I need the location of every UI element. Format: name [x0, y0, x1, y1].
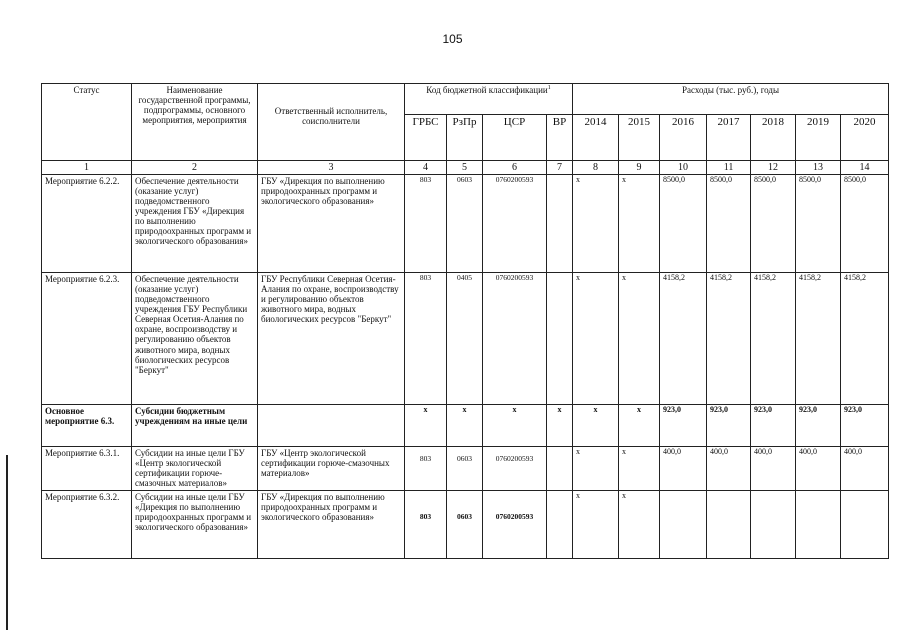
table-row [42, 491, 889, 559]
row-rzpr: 0603 [447, 491, 483, 559]
row-value: x [619, 491, 660, 559]
column-number: 1 [42, 161, 132, 175]
row-vr: x [547, 405, 573, 447]
header-rzpr: РзПр [447, 115, 483, 161]
row-vr [547, 491, 573, 559]
row-value: 8500,0 [841, 175, 889, 273]
table-row [42, 405, 889, 447]
row-name: Обеспечение деятельности (оказание услуг) подведомственного учреждения ГБУ Республики Северная Осетия-Алания по охране, воспроизводству и регулированию объектов животного мира, водных биологических ресурсов "Беркут" [132, 273, 258, 405]
header-year: 2015 [619, 115, 660, 161]
row-responsible: ГБУ «Центр экологической сертификации горюче-смазочных материалов» [258, 447, 405, 491]
row-status: Мероприятие 6.3.1. [42, 447, 132, 491]
header-budget-code: Код бюджетной классификации$^1$ [405, 84, 573, 115]
column-number: 4 [405, 161, 447, 175]
header-csr: ЦСР [483, 115, 547, 161]
row-value: x [619, 405, 660, 447]
row-grbs: 803 [405, 175, 447, 273]
row-value: x [573, 175, 619, 273]
column-number: 9 [619, 161, 660, 175]
header-year: 2017 [707, 115, 751, 161]
column-number: 10 [660, 161, 707, 175]
row-value: 923,0 [660, 405, 707, 447]
page-number: 105 [442, 32, 463, 46]
header-expenses: Расходы (тыс. руб.), годы [573, 84, 889, 115]
column-number: 11 [707, 161, 751, 175]
row-csr: x [483, 405, 547, 447]
row-grbs: x [405, 405, 447, 447]
row-value [751, 491, 796, 559]
row-status: Основное мероприятие 6.3. [42, 405, 132, 447]
row-vr [547, 273, 573, 405]
column-number: 3 [258, 161, 405, 175]
header-year: 2019 [796, 115, 841, 161]
column-number-row [42, 161, 889, 175]
row-value: 400,0 [660, 447, 707, 491]
row-value: x [619, 447, 660, 491]
row-responsible: ГБУ «Дирекция по выполнению природоохранных программ и экологического образования» [258, 175, 405, 273]
row-value: 8500,0 [660, 175, 707, 273]
header-year: 2016 [660, 115, 707, 161]
column-number: 12 [751, 161, 796, 175]
row-rzpr: 0405 [447, 273, 483, 405]
row-name: Обеспечение деятельности (оказание услуг) подведомственного учреждения ГБУ «Дирекция по выполнению природоохранных программ и экологического образования» [132, 175, 258, 273]
margin-mark [6, 455, 8, 630]
row-value: 400,0 [841, 447, 889, 491]
row-value: 8500,0 [751, 175, 796, 273]
header-year: 2014 [573, 115, 619, 161]
row-value: 923,0 [796, 405, 841, 447]
row-value: x [573, 447, 619, 491]
row-value: x [573, 405, 619, 447]
table-row [42, 447, 889, 491]
header-status: Статус [42, 84, 132, 161]
header-responsible: Ответственный исполнитель, соисполнители [258, 84, 405, 161]
row-csr: 0760200593 [483, 447, 547, 491]
table-row [42, 175, 889, 273]
row-responsible [258, 405, 405, 447]
column-number: 7 [547, 161, 573, 175]
row-name: Субсидии бюджетным учреждениям на иные цели [132, 405, 258, 447]
row-status: Мероприятие 6.2.3. [42, 273, 132, 405]
column-number: 5 [447, 161, 483, 175]
row-value: x [573, 491, 619, 559]
row-vr [547, 175, 573, 273]
column-number: 8 [573, 161, 619, 175]
row-value: 4158,2 [751, 273, 796, 405]
row-value: 4158,2 [841, 273, 889, 405]
row-value: 8500,0 [707, 175, 751, 273]
row-grbs: 803 [405, 273, 447, 405]
row-responsible: ГБУ Республики Северная Осетия-Алания по охране, воспроизводству и регулированию объектов животного мира, водных биологических ресурсов "Беркут" [258, 273, 405, 405]
header-grbs: ГРБС [405, 115, 447, 161]
row-value: x [573, 273, 619, 405]
row-value: 923,0 [841, 405, 889, 447]
column-number: 13 [796, 161, 841, 175]
row-grbs: 803 [405, 447, 447, 491]
row-csr: 0760200593 [483, 175, 547, 273]
header-year: 2020 [841, 115, 889, 161]
row-value: 4158,2 [796, 273, 841, 405]
row-rzpr: 0603 [447, 175, 483, 273]
column-number: 6 [483, 161, 547, 175]
row-name: Субсидии на иные цели ГБУ «Центр экологической сертификации горюче-смазочных материалов» [132, 447, 258, 491]
row-value: 923,0 [751, 405, 796, 447]
row-vr [547, 447, 573, 491]
row-name: Субсидии на иные цели ГБУ «Дирекция по выполнению природоохранных программ и экологического образования» [132, 491, 258, 559]
row-value [707, 491, 751, 559]
row-rzpr: x [447, 405, 483, 447]
row-csr: 0760200593 [483, 273, 547, 405]
header-year: 2018 [751, 115, 796, 161]
column-number: 14 [841, 161, 889, 175]
row-csr: 0760200593 [483, 491, 547, 559]
row-grbs: 803 [405, 491, 447, 559]
header-vr: ВР [547, 115, 573, 161]
row-value: x [619, 175, 660, 273]
row-value [660, 491, 707, 559]
row-value: x [619, 273, 660, 405]
row-value: 4158,2 [660, 273, 707, 405]
row-status: Мероприятие 6.2.2. [42, 175, 132, 273]
row-value: 400,0 [707, 447, 751, 491]
row-value: 400,0 [796, 447, 841, 491]
row-value: 400,0 [751, 447, 796, 491]
row-value [841, 491, 889, 559]
table-row [42, 273, 889, 405]
header-name: Наименование государственной программы, подпрограммы, основного мероприятия, мероприятия [132, 84, 258, 161]
row-responsible: ГБУ «Дирекция по выполнению природоохранных программ и экологического образования» [258, 491, 405, 559]
column-number: 2 [132, 161, 258, 175]
row-value: 8500,0 [796, 175, 841, 273]
row-value: 4158,2 [707, 273, 751, 405]
row-status: Мероприятие 6.3.2. [42, 491, 132, 559]
row-value [796, 491, 841, 559]
row-rzpr: 0603 [447, 447, 483, 491]
row-value: 923,0 [707, 405, 751, 447]
budget-table [41, 83, 889, 559]
